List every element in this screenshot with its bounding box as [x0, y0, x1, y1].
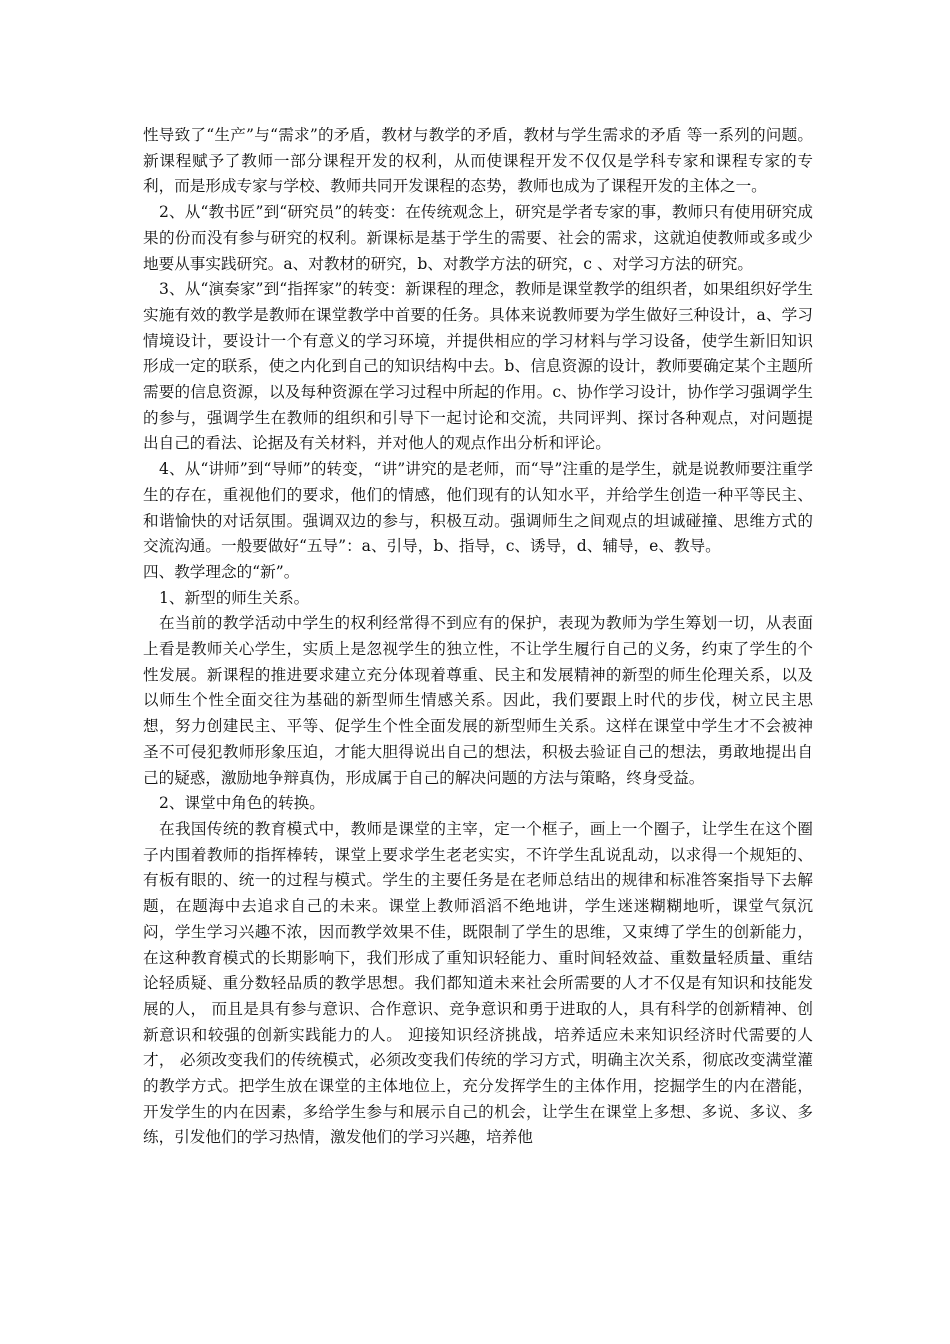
document-body	[143, 123, 813, 1151]
subheading-role-conversion: 2、课堂中角色的转换。	[159, 794, 325, 813]
subheading-teacher-student-relationship: 1、新型的师生关系。	[159, 588, 310, 607]
paragraph-teacher-conductor: 3、从“演奏家”到“指挥家”的转变：新课程的理念，教师是课堂教学的组织者，如果组织好学生实施有效的教学是教师在课堂教学中首要的任务。具体来说教师要为学生做好三种设计，a、学习情境设计，要设计一个有意义的学习环境，并提供相应的学习材料与学习设备，使学生新旧知识形成一定的联系，使之内化到自己的知识结构中去。b、信息资源的设计，教师要确定某个主题所需要的信息资源，以及每种资源在学习过程中所起的作用。c、协作学习设计，协作学习强调学生的参与，强调学生在教师的组织和引导下一起讨论和交流，共同评判、探讨各种观点，对问题提出自己的看法、论据及有关材料，并对他人的观点作出分析和评论。	[143, 280, 813, 453]
paragraph-teacher-mentor: 4、从“讲师”到“导师”的转变，“讲”讲究的是老师，而“导”注重的是学生，就是说教师要注重学生的存在，重视他们的要求，他们的情感，他们现有的认知水平，并给学生创造一种平等民主、和谐愉快的对话氛围。强调双边的参与，积极互动。强调师生之间观点的坦诚碰撞、思维方式的交流沟通。一般要做好“五导”：a、引导，b、指导，c、诱导，d、辅导，e、教导。	[143, 460, 813, 556]
paragraph-continuation: 性导致了“生产”与“需求”的矛盾，教材与教学的矛盾，教材与学生需求的矛盾 等一系列的问题。新课程赋予了教师一部分课程开发的权利，从而使课程开发不仅仅是学科专家和课程专家的专利，而是形成专家与学校、教师共同开发课程的态势，教师也成为了课程开发的主体之一。	[143, 126, 813, 196]
paragraph-role-conversion-body: 在我国传统的教育模式中，教师是课堂的主宰，定一个框子，画上一个圈子，让学生在这个圈子内围着教师的指挥棒转，课堂上要求学生老老实实，不许学生乱说乱动，以求得一个规矩的、有板有眼的、统一的过程与模式。学生的主要任务是在老师总结出的规律和标准答案指导下去解题，在题海中去追求自己的未来。课堂上教师滔滔不绝地讲，学生迷迷糊糊地听，课堂气氛沉闷，学生学习兴趣不浓，因而教学效果不佳，既限制了学生的思维，又束缚了学生的创新能力，在这种教育模式的长期影响下，我们形成了重知识轻能力、重时间轻效益、重数量轻质量、重结论轻质疑、重分数轻品质的教学思想。我们都知道未来社会所需要的人才不仅是有知识和技能发展的人， 而且是具有参与意识、合作意识、竞争意识和勇于进取的人，具有科学的创新精神、创新意识和较强的创新实践能力的人。 迎接知识经济挑战，培养适应未来知识经济时代需要的人才， 必须改变我们的传统模式，必须改变我们传统的学习方式，明确主次关系，彻底改变满堂灌的教学方式。把学生放在课堂的主体地位上，充分发挥学生的主体作用，挖掘学生的内在潜能，开发学生的内在因素，多给学生参与和展示自己的机会，让学生在课堂上多想、多说、多议、多练，引发他们的学习热情，激发他们的学习兴趣，培养他	[143, 819, 813, 1147]
section-heading-teaching-concept: 四、教学理念的“新”。	[143, 562, 300, 581]
paragraph-relationship-body: 在当前的教学活动中学生的权利经常得不到应有的保护，表现为教师为学生筹划一切，从表面上看是教师关心学生，实质上是忽视学生的独立性，不让学生履行自己的义务，约束了学生的个性发展。新课程的推进要求建立充分体现着尊重、民主和发展精神的新型的师生伦理关系，以及以师生个性全面交往为基础的新型师生情感关系。因此，我们要跟上时代的步伐，树立民主思想，努力创建民主、平等、促学生个性全面发展的新型师生关系。这样在课堂中学生才不会被神圣不可侵犯教师形象压迫，才能大胆得说出自己的想法，积极去验证自己的想法，勇敢地提出自己的疑惑，激励地争辩真伪，形成属于自己的解决问题的方法与策略，终身受益。	[143, 614, 813, 787]
paragraph-teacher-researcher: 2、从“教书匠”到“研究员”的转变：在传统观念上，研究是学者专家的事，教师只有使用研究成果的份而没有参与研究的权利。新课标是基于学生的需要、社会的需求，这就迫使教师或多或少地要从事实践研究。a、对教材的研究，b、对教学方法的研究，c 、对学习方法的研究。	[143, 203, 813, 273]
